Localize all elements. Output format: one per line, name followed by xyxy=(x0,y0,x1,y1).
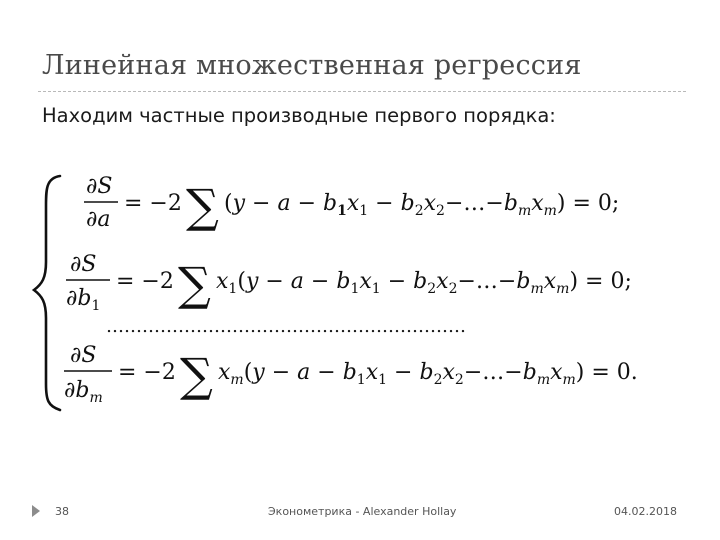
eq3-sum-icon: ∑ xyxy=(180,348,213,402)
eq3-denominator: $\partial b_m$ xyxy=(64,378,103,406)
footer-author: Эконометрика - Alexander Hollay xyxy=(268,505,457,518)
footer-triangle-icon xyxy=(32,505,40,517)
eq2-body: $x_1(y - a - b_1x_1$ − $b_2x_2-\dots-b_mx_m) = 0$; xyxy=(216,269,632,297)
eq2-coefficient: = −2 xyxy=(116,269,174,294)
eq2-numerator: ∂S xyxy=(70,252,97,277)
equation-3 xyxy=(64,343,638,406)
slide-subtitle: Находим частные производные первого порядка: xyxy=(42,104,556,127)
eq1-sum-icon: ∑ xyxy=(186,179,219,233)
ellipsis-row: …………………………………………………… xyxy=(106,316,466,337)
eq1-denominator: ∂a xyxy=(86,207,111,232)
page-number: 38 xyxy=(55,505,69,518)
eq3-body: $x_m(y - a - b_1x_1$ − $b_2x_2-\dots-b_mx_m) = 0$. xyxy=(218,360,638,388)
eq3-coefficient: = −2 xyxy=(118,360,176,385)
eq3-numerator: ∂S xyxy=(70,343,97,368)
eq2-denominator: $\partial b_1$ xyxy=(66,286,101,314)
footer-date: 04.02.2018 xyxy=(614,505,677,518)
system-brace xyxy=(34,176,60,410)
equation-2 xyxy=(66,252,632,314)
eq1-body: ($y - a - b_1x_1$ − $b_2x_2-\dots-b_mx_m) = 0$; xyxy=(224,191,620,219)
slide-title: Линейная множественная регрессия xyxy=(42,50,582,81)
eq2-sum-icon: ∑ xyxy=(178,257,211,311)
eq1-coefficient: = −2 xyxy=(124,191,182,216)
eq1-numerator: ∂S xyxy=(86,174,113,199)
equation-1 xyxy=(84,174,619,233)
